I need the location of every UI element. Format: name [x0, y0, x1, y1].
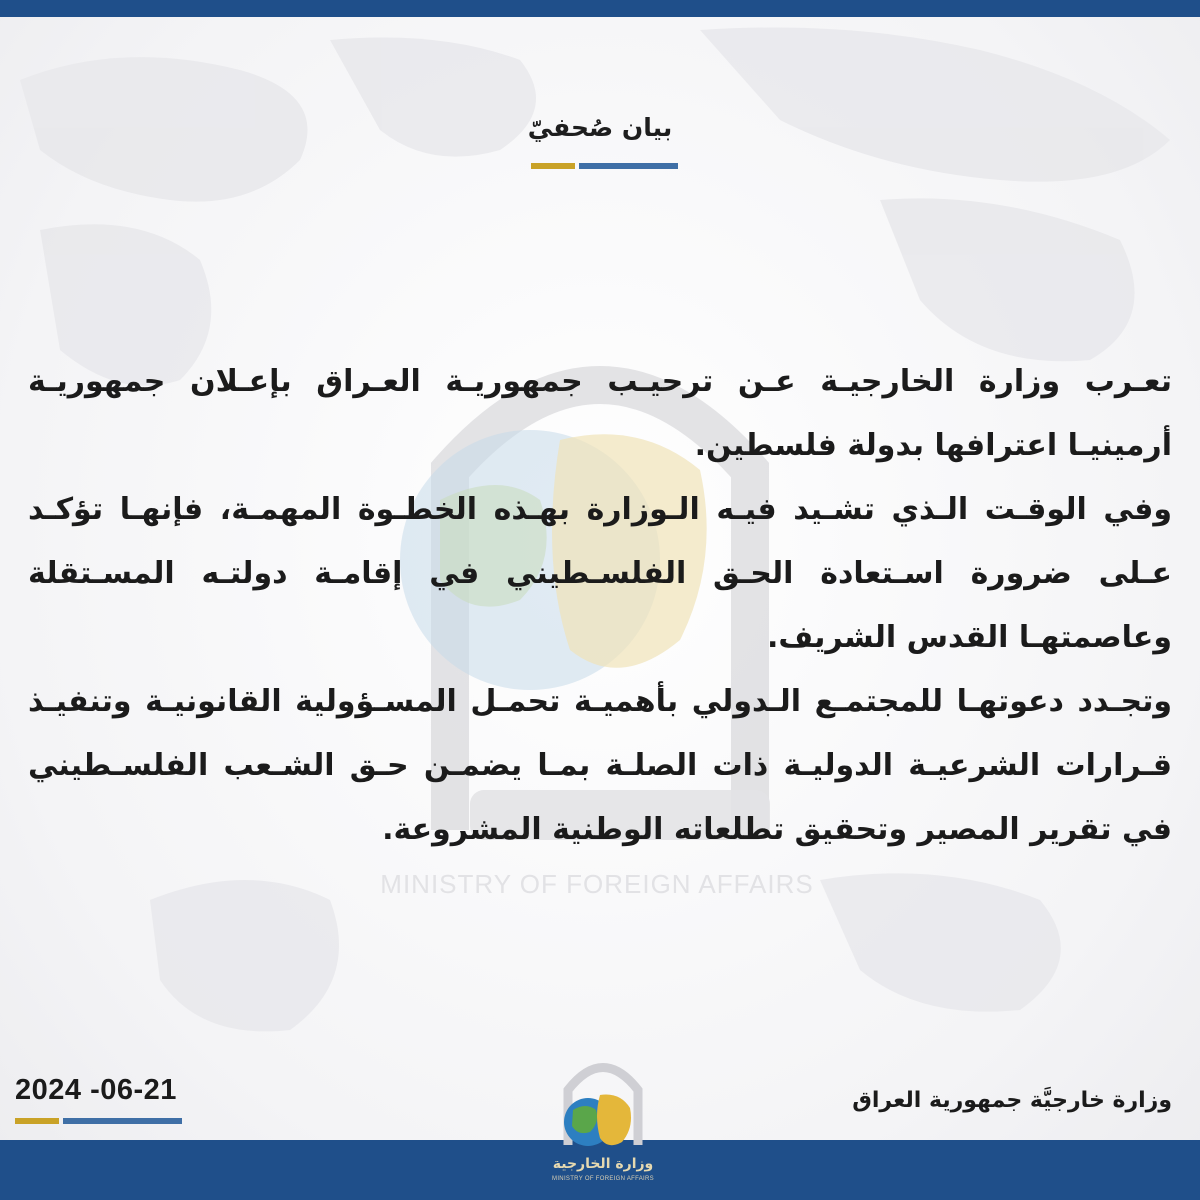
title-accent-gold	[531, 163, 575, 169]
statement-date: 2024 -06-21	[15, 1074, 177, 1106]
top-brand-bar	[0, 0, 1200, 17]
statement-paragraph: وتجـدد دعوتهـا للمجتمـع الـدولي بأهميـة تحمـل المسـؤولية القانونيـة وتنفيـذ قـرارات الشرعيـة الدوليـة ذات الصلـة بمـا يضمـن حـق الشـعب الفلسـطيني في تقرير المصير وتحقيق تطلعاته الوطنية المشروعة.	[28, 684, 1172, 847]
date-accent-blue	[63, 1118, 182, 1124]
title-accent-blue	[579, 163, 678, 169]
statement-paragraph: تعـرب وزارة الخارجيـة عـن ترحيـب جمهوريـة العـراق بإعـلان جمهوريـة أرمينيـا اعترافها بدولة فلسطين.	[28, 364, 1172, 463]
logo-arabic-name: وزارة الخارجية	[552, 1156, 654, 1172]
statement-header	[0, 108, 1200, 148]
ministry-name: وزارة خارجيَّة جمهورية العراق	[852, 1088, 1172, 1113]
statement-paragraph: وفي الوقـت الـذي تشـيد فيـه الـوزارة بهـذه الخطـوة المهمـة، فإنهـا تؤكـد عـلى ضرورة اسـتعادة الحـق الفلسـطيني في إقامـة دولتـه المسـتقلة وعاصمتهـا القدس الشريف.	[28, 492, 1172, 655]
statement-body	[28, 350, 1172, 862]
watermark-text: MINISTRY OF FOREIGN AFFAIRS	[380, 869, 814, 899]
date-accent-gold	[15, 1118, 59, 1124]
logo-english-name: MINISTRY OF FOREIGN AFFAIRS	[552, 1176, 654, 1182]
page-title: بيان صُحفيّ	[527, 113, 673, 142]
